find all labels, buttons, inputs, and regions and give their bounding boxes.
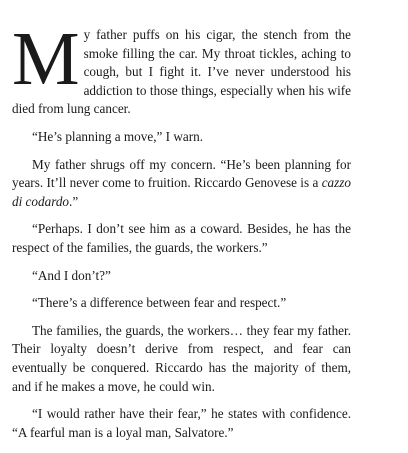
paragraph-6-text: “There’s a difference between fear and respect.” [32, 295, 287, 311]
paragraph-7-text: The families, the guards, the workers… they fear my father. Their loyalty doesn’t derive from respect, and fear can eventually be conquered. Riccardo has the majority of them, and if he makes a move, he could win. [12, 322, 351, 394]
paragraph-8 [12, 405, 351, 442]
paragraph-5 [12, 267, 351, 286]
paragraph-3 [12, 156, 351, 212]
paragraph-1-text: y father puffs on his cigar, the stench from the smoke filling the car. My throat tickles, aching to cough, but I fight it. I’ve never understood his addiction to those things, especially when his wife died from lung cancer. [12, 27, 351, 117]
paragraph-1 [12, 17, 351, 119]
book-page [12, 17, 351, 451]
paragraph-4 [12, 220, 351, 257]
paragraph-8-text: “I would rather have their fear,” he states with confidence. “A fearful man is a loyal man, Salvatore.” [12, 406, 351, 440]
paragraph-3-text-before: My father shrugs off my concern. “He’s been planning for years. It’ll never come to fruition. Riccardo Genovese is a [12, 156, 351, 191]
paragraph-3-text-after: .” [69, 193, 79, 209]
paragraph-5-text: “And I don’t?” [32, 267, 111, 283]
paragraph-2 [12, 128, 351, 147]
paragraph-7 [12, 322, 351, 396]
paragraph-4-text: “Perhaps. I don’t see him as a coward. Besides, he has the respect of the families, the guards, the workers.” [12, 221, 351, 255]
paragraph-3-italic-phrase: cazzo di codardo [12, 175, 351, 209]
drop-cap: M [12, 17, 80, 101]
paragraph-6 [12, 294, 351, 313]
paragraph-2-text: “He’s planning a move,” I warn. [32, 128, 204, 144]
